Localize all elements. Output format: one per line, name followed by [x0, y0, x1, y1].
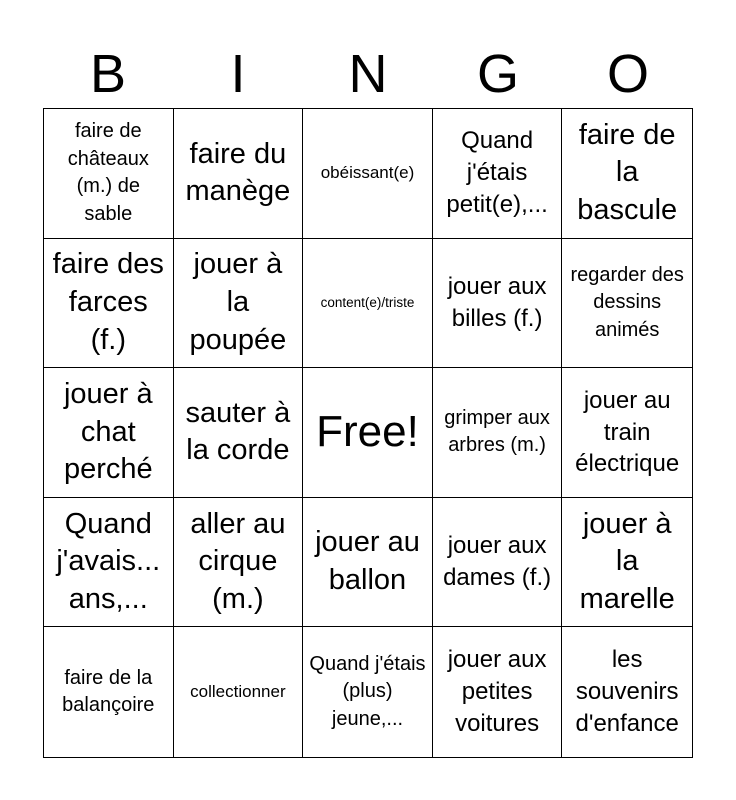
bingo-cell-r1c1[interactable]: faire de châteaux (m.) de sable — [44, 109, 174, 239]
bingo-free-space[interactable]: Free! — [303, 368, 433, 498]
bingo-cell-r1c5[interactable]: faire de la bascule — [562, 109, 692, 239]
bingo-cell-r4c2[interactable]: aller au cirque (m.) — [174, 498, 304, 628]
bingo-cell-r5c1[interactable]: faire de la balançoire — [44, 627, 174, 757]
header-letter-b: B — [89, 44, 127, 104]
bingo-cell-r4c1[interactable]: Quand j'avais... ans,... — [44, 498, 174, 628]
bingo-cell-r5c5[interactable]: les souvenirs d'enfance — [575, 646, 679, 738]
bingo-cell-r5c4[interactable]: jouer aux petites voitures — [433, 627, 563, 757]
bingo-cell-r1c2[interactable]: faire du manège — [174, 109, 304, 239]
bingo-cell-r3c1[interactable]: jouer à chat perché — [44, 368, 174, 498]
bingo-cell-r2c2[interactable]: jouer à la poupée — [174, 239, 304, 369]
bingo-cell-r2c4[interactable]: jouer aux billes (f.) — [433, 239, 563, 369]
bingo-cell-r4c4[interactable]: jouer aux dames (f.) — [433, 498, 563, 628]
header-letter-g: G — [476, 44, 519, 104]
bingo-header — [43, 38, 693, 110]
bingo-cell-r4c5[interactable]: jouer à la marelle — [562, 498, 692, 628]
bingo-cell-r3c2[interactable]: sauter à la corde — [174, 368, 304, 498]
bingo-cell-r5c2[interactable]: collectionner — [174, 627, 304, 757]
bingo-cell-r3c4[interactable]: grimper aux arbres (m.) — [433, 368, 563, 498]
bingo-cell-r2c5[interactable]: regarder des dessins animés — [562, 239, 692, 369]
header-letter-n: N — [348, 44, 388, 104]
bingo-cell-r4c3[interactable]: jouer au ballon — [303, 498, 433, 628]
bingo-cell-r2c1[interactable]: faire des farces (f.) — [44, 239, 174, 369]
header-letter-i: I — [230, 44, 246, 104]
bingo-board — [43, 108, 693, 758]
bingo-cell-r1c4[interactable]: Quand j'étais petit(e),... — [433, 109, 563, 239]
header-letter-o: O — [606, 44, 649, 104]
bingo-cell-r2c3[interactable]: content(e)/triste — [303, 239, 433, 369]
bingo-cell-r5c3[interactable]: Quand j'étais (plus) jeune,... — [303, 627, 433, 757]
bingo-cell-r1c3[interactable]: obéissant(e) — [303, 109, 433, 239]
bingo-cell-r3c5[interactable]: jouer au train électrique — [562, 368, 692, 498]
